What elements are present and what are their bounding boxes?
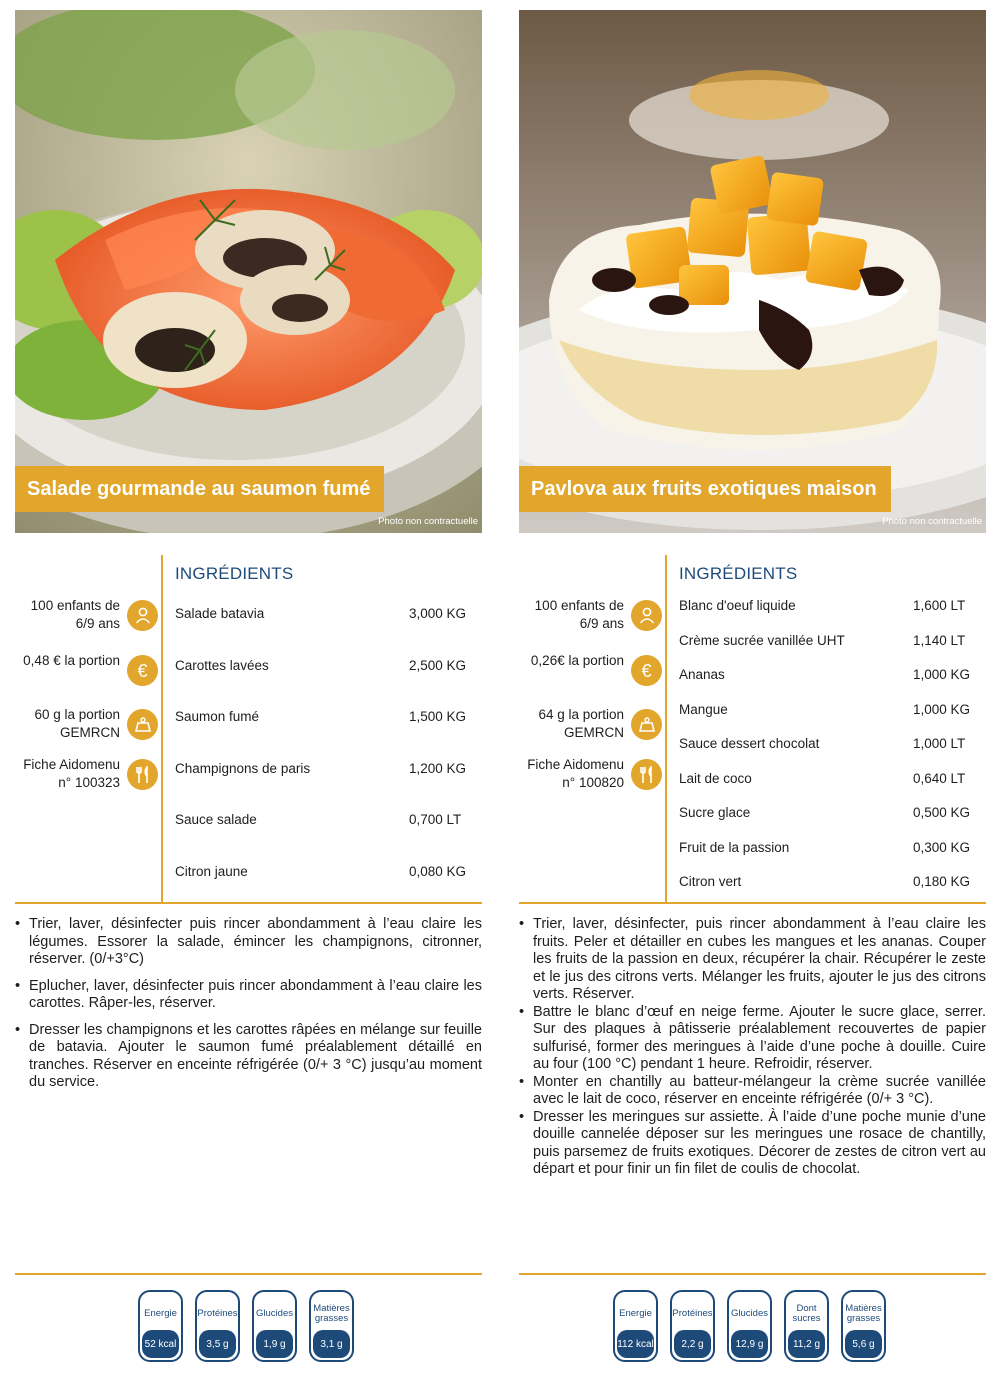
- recipe-photo-pavlova: [519, 10, 986, 533]
- ingredient-row: [175, 864, 482, 884]
- nutrition-label: Protéines: [672, 1308, 713, 1319]
- ingredient-qty: 1,000 KG: [913, 667, 971, 682]
- ingredient-qty: 1,500 KG: [409, 709, 467, 724]
- ingredient-name: Mangue: [679, 701, 728, 717]
- ingredient-qty: 1,000 LT: [913, 736, 966, 751]
- ingredient-qty: 0,700 LT: [409, 812, 462, 827]
- ingredient-row: [679, 874, 986, 894]
- aidomenu-text: Fiche Aidomenu n° 100820: [527, 757, 624, 790]
- ingredient-row: [679, 771, 986, 806]
- person-icon: [631, 600, 662, 631]
- scale-icon: [127, 709, 158, 740]
- ingredient-qty: 0,180 KG: [913, 874, 971, 889]
- ingredient-qty: 0,300 KG: [913, 839, 971, 855]
- meta-servings: [519, 597, 662, 643]
- servings-text: 100 enfants de 6/9 ans: [534, 598, 624, 631]
- meta-price: [15, 652, 158, 698]
- ingredient-row: [175, 709, 482, 761]
- ingredient-name: Citron vert: [679, 874, 742, 889]
- nutrition-carbs: [727, 1290, 772, 1362]
- ingredient-row: [175, 658, 482, 709]
- preparation-steps: [15, 916, 482, 1092]
- vertical-divider: [665, 555, 667, 903]
- nutrition-value: 11,2 g: [788, 1330, 825, 1358]
- ingredient-name: Champignons de paris: [175, 761, 311, 776]
- ingredient-name: Fruit de la passion: [679, 839, 790, 855]
- meta-price: [519, 652, 662, 698]
- fork-knife-icon: [127, 759, 158, 790]
- meta-aidomenu: [519, 756, 662, 802]
- nutrition-label: Energie: [144, 1308, 177, 1319]
- preparation-step: • Dresser les meringues sur assiette. À l’aide d’une poche munie d’une douille cannelée déposer sur les meringues une rosace de chantilly, puis parsemez de fruits exotiques. Décorer de zestes de citron vert au départ et pour finir un fin filet de coulis de chocolat.: [519, 1109, 986, 1179]
- ingredient-qty: 1,200 KG: [409, 761, 467, 776]
- aidomenu-text: Fiche Aidomenu n° 100323: [23, 757, 120, 790]
- preparation-step: • Eplucher, laver, désinfecter puis rincer abondamment à l’eau claire les carottes. Râper-les, réserver.: [15, 978, 482, 1013]
- ingredient-name: Saumon fumé: [175, 709, 260, 724]
- recipe-card-salade: [15, 10, 482, 1370]
- preparation-step: • Dresser les champignons et les carottes râpées en mélange sur feuille de batavia. Ajouter le saumon fumé préalablement détaillé en tranches. Réserver en enceinte réfrigérée (0/+ 3 °C) jusqu’au moment du service.: [15, 1022, 482, 1092]
- ingredient-name: Sauce salade: [175, 812, 257, 827]
- preparation-steps: [519, 916, 986, 1179]
- ingredient-name: Ananas: [679, 667, 725, 682]
- euro-icon: €: [631, 655, 662, 686]
- ingredient-row: [679, 702, 986, 737]
- meta-portion: [519, 706, 662, 752]
- nutrition-value: 12,9 g: [731, 1330, 768, 1358]
- ingredient-qty: 3,000 KG: [409, 606, 467, 621]
- recipe-title: Salade gourmande au saumon fumé: [15, 466, 384, 512]
- nutrition-energy: [138, 1290, 183, 1362]
- photo-disclaimer: Photo non contractuelle: [882, 516, 982, 527]
- ingredient-row: [679, 598, 986, 633]
- recipe-card-pavlova: [519, 10, 986, 1370]
- ingredient-row: [679, 667, 986, 702]
- ingredient-qty: 0,500 KG: [913, 805, 971, 820]
- portion-text: 60 g la portion GEMRCN: [34, 707, 120, 740]
- ingredient-name: Carottes lavées: [175, 658, 269, 673]
- nutrition-value: 5,6 g: [845, 1330, 882, 1358]
- fork-knife-icon: [631, 759, 662, 790]
- ingredient-row: [175, 606, 482, 658]
- footer-divider: [519, 1273, 986, 1275]
- ingredient-qty: 1,600 LT: [913, 598, 966, 613]
- ingredient-name: Blanc d'oeuf liquide: [679, 598, 796, 613]
- ingredient-row: [679, 633, 986, 668]
- ingredient-row: [679, 840, 986, 875]
- nutrition-fat: [841, 1290, 886, 1362]
- nutrition-proteins: [670, 1290, 715, 1362]
- ingredient-name: Crème sucrée vanillée UHT: [679, 632, 845, 648]
- nutrition-sugars: [784, 1290, 829, 1362]
- nutrition-value: 3,5 g: [199, 1330, 236, 1358]
- nutrition-proteins: [195, 1290, 240, 1362]
- ingredient-name: Sucre glace: [679, 805, 751, 820]
- ingredient-name: Sauce dessert chocolat: [679, 736, 820, 751]
- nutrition-label: Matières grasses: [845, 1303, 882, 1324]
- photo-disclaimer: Photo non contractuelle: [378, 516, 478, 527]
- scale-icon: [631, 709, 662, 740]
- ingredient-name: Lait de coco: [679, 770, 752, 786]
- ingredients-list: [679, 598, 986, 894]
- ingredient-qty: 0,080 KG: [409, 864, 467, 879]
- meta-portion: [15, 706, 158, 752]
- nutrition-carbs: [252, 1290, 297, 1362]
- nutrition-value: 112 kcal: [617, 1330, 654, 1358]
- nutrition-fat: [309, 1290, 354, 1362]
- ingredient-qty: 2,500 KG: [409, 658, 467, 673]
- nutrition-energy: [613, 1290, 658, 1362]
- portion-text: 64 g la portion GEMRCN: [538, 707, 624, 740]
- ingredients-list: [175, 606, 482, 884]
- horizontal-divider: [15, 902, 482, 904]
- nutrition-label: Dont sucres: [792, 1303, 821, 1324]
- footer-divider: [15, 1273, 482, 1275]
- nutrition-badges: [138, 1290, 354, 1362]
- nutrition-label: Matières grasses: [313, 1303, 350, 1324]
- ingredient-name: Salade batavia: [175, 606, 265, 621]
- ingredient-row: [679, 736, 986, 771]
- ingredient-qty: 0,640 LT: [913, 770, 966, 786]
- person-icon: [127, 600, 158, 631]
- nutrition-label: Energie: [619, 1308, 652, 1319]
- ingredient-qty: 1,000 KG: [913, 701, 971, 717]
- ingredients-heading: INGRÉDIENTS: [679, 564, 798, 583]
- nutrition-label: Glucides: [256, 1308, 293, 1319]
- servings-text: 100 enfants de 6/9 ans: [30, 598, 120, 631]
- euro-icon: €: [127, 655, 158, 686]
- nutrition-value: 52 kcal: [142, 1330, 179, 1358]
- recipe-title: Pavlova aux fruits exotiques maison: [519, 466, 891, 512]
- preparation-step: • Battre le blanc d’œuf en neige ferme. Ajouter le sucre glace, serrer. Sur des plaques à pâtisserie préalablement recouvertes de papier sulfurisé, former des meringues à l’aide d’une poche à douille. Cuire au four (100 °C) pendant 1 heure. Refroidir, réserver.: [519, 1004, 986, 1074]
- price-text: 0,26€ la portion: [530, 653, 624, 668]
- meta-aidomenu: [15, 756, 158, 802]
- vertical-divider: [161, 555, 163, 903]
- recipe-photo-salade: [15, 10, 482, 533]
- preparation-step: • Trier, laver, désinfecter, puis rincer abondamment à l’eau claire les fruits. Peler et détailler en cubes les mangues et les ananas. Couper les fruits de la passion en deux, récupérer la chair. Récupérer le zeste et le jus des citrons verts. Mélanger les fruits, ajouter le jus des citrons verts. Réserver.: [519, 916, 986, 1004]
- horizontal-divider: [519, 902, 986, 904]
- ingredient-row: [175, 761, 482, 812]
- nutrition-value: 3,1 g: [313, 1330, 350, 1358]
- ingredient-qty: 1,140 LT: [913, 632, 966, 648]
- nutrition-value: 1,9 g: [256, 1330, 293, 1358]
- nutrition-label: Protéines: [197, 1308, 238, 1319]
- ingredient-row: [175, 812, 482, 864]
- price-text: 0,48 € la portion: [23, 653, 120, 668]
- preparation-step: • Monter en chantilly au batteur-mélangeur la crème sucrée vanillée avec le lait de coco, réserver en enceinte réfrigérée (0/+ 3 °C).: [519, 1074, 986, 1109]
- nutrition-value: 2,2 g: [674, 1330, 711, 1358]
- ingredients-heading: INGRÉDIENTS: [175, 564, 294, 583]
- meta-servings: [15, 597, 158, 643]
- preparation-step: • Trier, laver, désinfecter puis rincer abondamment à l’eau claire les légumes. Essorer la salade, émincer les champignons, citronner, réserver. (0/+3°C): [15, 916, 482, 969]
- nutrition-badges: [613, 1290, 886, 1362]
- nutrition-label: Glucides: [731, 1308, 768, 1319]
- ingredient-name: Citron jaune: [175, 864, 248, 879]
- ingredient-row: [679, 805, 986, 840]
